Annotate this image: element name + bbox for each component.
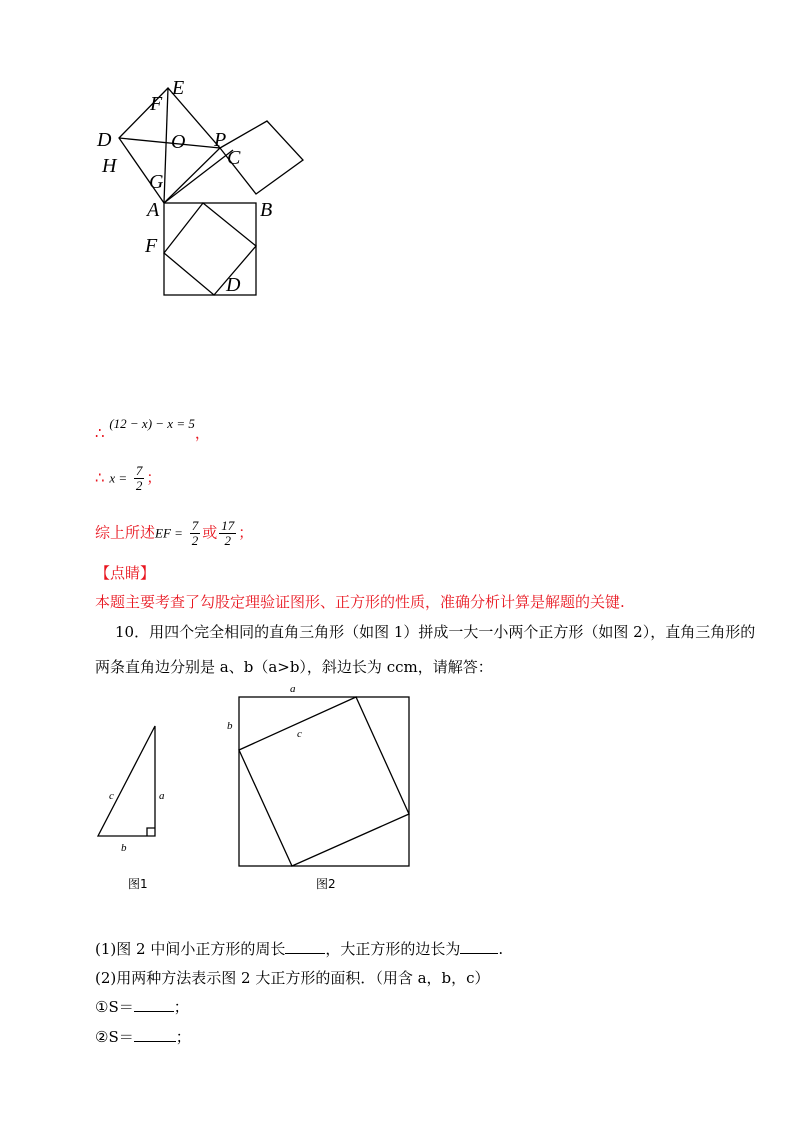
outer-square <box>239 697 409 866</box>
fraction-7-2 <box>134 464 145 493</box>
equation-2-lhs: x = <box>109 470 128 486</box>
method-1-end: ； <box>173 998 189 1016</box>
solution-line-2 <box>95 464 161 493</box>
inner-square <box>164 203 256 295</box>
label-H: H <box>102 155 117 177</box>
diagonal-DC <box>119 138 220 148</box>
fraction-17-2-summary <box>219 519 236 548</box>
geometry-figure-top <box>90 70 320 305</box>
method-2-end: ； <box>175 1028 191 1046</box>
equation-2-tail: ； <box>146 468 162 487</box>
subquestion-1 <box>95 939 503 959</box>
label-A: A <box>147 199 160 221</box>
figure-1-triangle <box>90 715 170 895</box>
summary-variable: EF = <box>155 525 183 541</box>
fig1-label-c: c <box>109 790 114 802</box>
answer-blank-area-1[interactable] <box>134 997 174 1012</box>
label-F-top: F <box>150 93 163 115</box>
figure-2-caption: 图2 <box>316 877 336 891</box>
therefore-symbol-2: ∴ <box>95 468 105 487</box>
summary-or: 或 <box>202 523 218 542</box>
label-O: O <box>171 131 186 153</box>
fig1-label-b: b <box>121 842 127 854</box>
label-F-bottom: F <box>145 235 158 257</box>
subquestion-2-method-1 <box>95 997 189 1017</box>
comment-text: 本题主要考查了勾股定理验证图形、正方形的性质，准确分析计算是解题的关键. <box>95 593 625 611</box>
label-C: C <box>227 147 241 169</box>
equation-1: (12 − x) − x = 5 <box>109 416 195 431</box>
answer-blank-area-2[interactable] <box>134 1027 176 1042</box>
figure-1-caption: 图1 <box>128 877 148 891</box>
question-line-2: 两条直角边分别是 a、b（a>b），斜边长为 ccm，请解答： <box>95 658 493 676</box>
label-D-top: D <box>97 129 112 151</box>
tilted-square <box>239 697 409 866</box>
fig2-label-c: c <box>297 728 302 740</box>
figure-2-squares <box>222 682 418 872</box>
diagonal-EA <box>164 88 168 203</box>
square-on-AB <box>164 203 256 295</box>
summary-line <box>95 519 253 548</box>
q1-end: . <box>498 940 504 958</box>
fig1-label-a: a <box>159 790 165 802</box>
label-B: B <box>260 199 273 221</box>
label-G: G <box>149 171 164 193</box>
summary-prefix: 综上所述 <box>95 523 156 542</box>
fig2-label-a: a <box>290 683 296 695</box>
solution-line-1 <box>95 414 210 443</box>
fraction-numerator: 7 <box>135 463 143 478</box>
equation-1-tail: ， <box>194 424 210 442</box>
q1-part-b: ，大正方形的边长为 <box>325 940 461 958</box>
fraction-denominator: 2 <box>191 533 199 548</box>
question-line-1: 10．用四个完全相同的直角三角形（如图 1）拼成一大一小两个正方形（如图 2），直角三角形的 <box>115 623 756 641</box>
square-DECA <box>119 88 220 203</box>
label-D-bottom: D <box>226 274 241 296</box>
fraction-7-2-summary <box>190 519 201 548</box>
answer-blank-side-length[interactable] <box>460 939 498 954</box>
method-1-label: ①S＝ <box>95 998 134 1016</box>
label-P: P <box>214 129 227 151</box>
subquestion-2: (2)用两种方法表示图 2 大正方形的面积．（用含 a，b，c） <box>95 969 490 987</box>
line-AP <box>164 150 233 203</box>
fraction-denominator: 2 <box>135 478 143 493</box>
fraction-denominator: 2 <box>224 533 231 548</box>
method-2-label: ②S＝ <box>95 1028 134 1046</box>
right-angle-mark <box>147 828 155 836</box>
summary-tail: ； <box>238 523 254 542</box>
answer-blank-perimeter[interactable] <box>285 939 325 954</box>
therefore-symbol: ∴ <box>95 424 105 442</box>
subquestion-2-method-2 <box>95 1027 191 1047</box>
fraction-numerator: 17 <box>221 518 235 533</box>
comment-heading: 【点睛】 <box>95 564 156 582</box>
fig2-label-b: b <box>227 720 233 732</box>
label-E: E <box>172 77 185 99</box>
q1-part-a: (1)图 2 中间小正方形的周长 <box>95 940 286 958</box>
fraction-numerator: 7 <box>191 518 199 533</box>
right-triangle <box>98 726 155 836</box>
